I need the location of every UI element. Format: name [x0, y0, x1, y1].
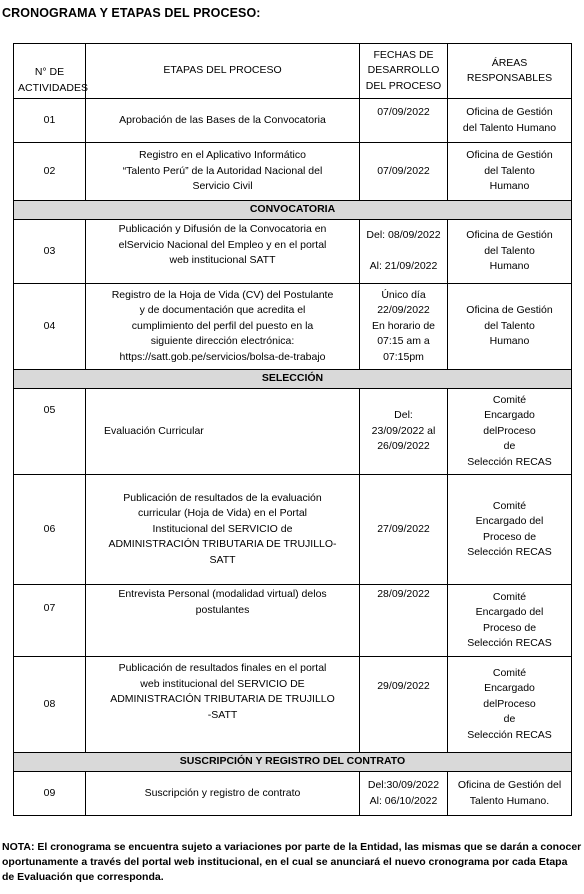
table-row	[14, 772, 572, 816]
header-fechas: FECHAS DE DESARROLLO DEL PROCESO	[360, 44, 448, 99]
activity-stage: Publicación y Difusión de la Convocatoria en elServicio Nacional del Empleo y en el portal web institucional SATT	[86, 220, 360, 284]
activity-stage: Suscripción y registro de contrato	[86, 772, 360, 816]
activity-stage: Evaluación Curricular	[86, 389, 360, 475]
activity-area: Oficina de Gestión del Talento Humano	[448, 284, 572, 370]
footnote: NOTA: El cronograma se encuentra sujeto a variaciones por parte de la Entidad, las mismas que se darán a conocer oportunamente a través del portal web institucional, en el cual se anunciará el nuevo cronograma por cada Etapa de Evaluación que corresponda.	[2, 841, 582, 883]
section-row	[14, 753, 572, 772]
activity-area: Oficina de Gestión del Talento Humano.	[448, 772, 572, 816]
activity-stage: Entrevista Personal (modalidad virtual) delos postulantes	[86, 585, 360, 657]
activity-date: Único día 22/09/2022 En horario de 07:15 am a 07:15pm	[360, 284, 448, 370]
section-label: SUSCRIPCIÓN Y REGISTRO DEL CONTRATO	[14, 753, 572, 772]
header-etapas: ETAPAS DEL PROCESO	[86, 44, 360, 99]
table-row	[14, 475, 572, 585]
activity-area: Oficina de Gestión del Talento Humano	[448, 143, 572, 201]
activity-date: Del: 23/09/2022 al 26/09/2022	[360, 389, 448, 475]
header-areas: ÁREAS RESPONSABLES	[448, 44, 572, 99]
activity-number: 02	[14, 143, 86, 201]
table-row	[14, 389, 572, 475]
section-row	[14, 201, 572, 220]
activity-date: 07/09/2022	[360, 99, 448, 143]
activity-area: Comité Encargado delProceso de Selección RECAS	[448, 657, 572, 753]
section-label: SELECCIÓN	[14, 370, 572, 389]
activity-area: Oficina de Gestión del Talento Humano	[448, 220, 572, 284]
activity-number: 07	[14, 585, 86, 657]
schedule-table	[13, 43, 572, 816]
activity-stage: Registro en el Aplicativo Informático “Talento Perú” de la Autoridad Nacional del Servicio Civil	[86, 143, 360, 201]
activity-number: 05	[14, 389, 86, 475]
table-row	[14, 284, 572, 370]
table-row	[14, 585, 572, 657]
table-row	[14, 220, 572, 284]
header-row	[14, 44, 572, 99]
activity-date: 27/09/2022	[360, 475, 448, 585]
table-row	[14, 657, 572, 753]
activity-number: 08	[14, 657, 86, 753]
section-label: CONVOCATORIA	[14, 201, 572, 220]
activity-number: 04	[14, 284, 86, 370]
activity-date: Del: 08/09/2022 Al: 21/09/2022	[360, 220, 448, 284]
activity-number: 09	[14, 772, 86, 816]
table-row	[14, 99, 572, 143]
header-num: N° DE ACTIVIDADES	[14, 44, 86, 99]
activity-date: 07/09/2022	[360, 143, 448, 201]
activity-area: Comité Encargado del Proceso de Selección RECAS	[448, 585, 572, 657]
activity-date: Del:30/09/2022 Al: 06/10/2022	[360, 772, 448, 816]
activity-stage: Publicación de resultados de la evaluación curricular (Hoja de Vida) en el Portal Institucional del SERVICIO de ADMINISTRACIÓN TRIBUTARIA DE TRUJILLO- SATT	[86, 475, 360, 585]
activity-stage: Publicación de resultados finales en el portal web institucional del SERVICIO DE ADMINISTRACIÓN TRIBUTARIA DE TRUJILLO -SATT	[86, 657, 360, 753]
activity-area: Comité Encargado delProceso de Selección RECAS	[448, 389, 572, 475]
activity-number: 01	[14, 99, 86, 143]
activity-number: 03	[14, 220, 86, 284]
activity-area: Oficina de Gestión del Talento Humano	[448, 99, 572, 143]
page-title: CRONOGRAMA Y ETAPAS DEL PROCESO:	[2, 6, 261, 20]
table-row	[14, 143, 572, 201]
activity-stage: Aprobación de las Bases de la Convocatoria	[86, 99, 360, 143]
activity-area: Comité Encargado del Proceso de Selección RECAS	[448, 475, 572, 585]
section-row	[14, 370, 572, 389]
activity-date: 28/09/2022	[360, 585, 448, 657]
activity-stage: Registro de la Hoja de Vida (CV) del Postulante y de documentación que acredita el cumplimiento del perfil del puesto en la siguiente dirección electrónica: https://satt.gob.pe/servicios/bolsa-de-trabajo	[86, 284, 360, 370]
activity-number: 06	[14, 475, 86, 585]
activity-date: 29/09/2022	[360, 657, 448, 753]
